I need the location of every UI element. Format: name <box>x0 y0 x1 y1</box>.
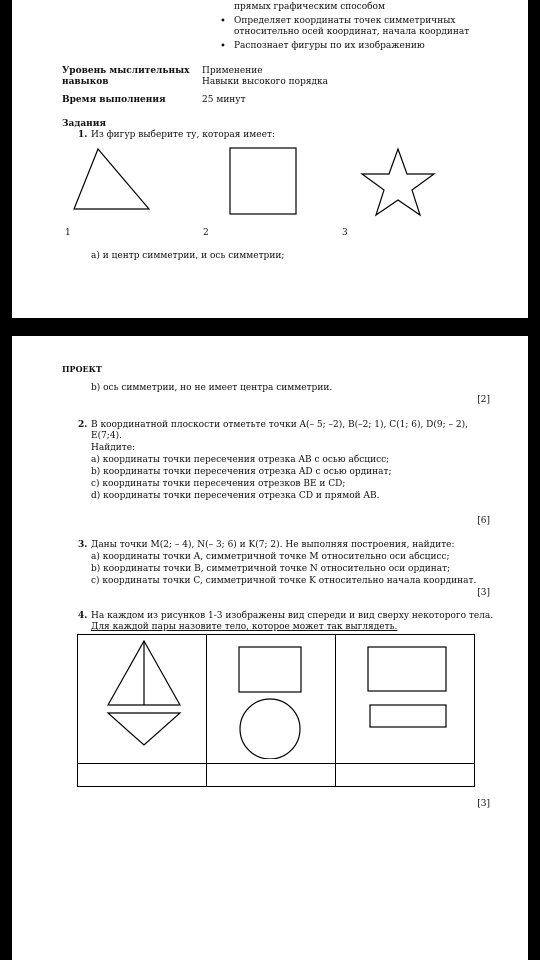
level-label: Уровень мыслительных <box>62 66 190 76</box>
task4-text: Для каждой пары назовите тело, которое может так выглядеть. <box>91 622 398 632</box>
prism-views-figure <box>336 635 464 759</box>
time-value: 25 минут <box>202 95 246 105</box>
bullet-continuation: относительно осей координат, начала координат <box>234 27 470 37</box>
document-page-1 <box>12 0 528 318</box>
score-mark: [3] <box>477 588 490 598</box>
cylinder-views-figure <box>207 635 335 759</box>
task1-text: Из фигур выберите ту, которая имеет: <box>91 130 275 140</box>
task1-option-b: b) ось симметрии, но не имеет центра симметрии. <box>91 383 333 393</box>
figure-cell-1 <box>78 635 207 764</box>
task3-text: Даны точки M(2; – 4), N(– 3; 6) и K(7; 2). Не выполняя построения, найдите: <box>91 540 455 550</box>
task-number: 2. <box>78 420 88 430</box>
square-figure <box>228 146 300 218</box>
time-label: Время выполнения <box>62 95 166 105</box>
views-table <box>77 634 475 787</box>
task2-text: В координатной плоскости отметьте точки A(– 5; –2), B(–2; 1), C(1; 6), D(9; – 2), <box>91 420 468 430</box>
task3-item: c) координаты точки C, симметричной точке K относительно начала координат. <box>91 576 477 586</box>
score-mark: [6] <box>477 516 490 526</box>
figure-cell-2 <box>207 635 336 764</box>
task3-item: a) координаты точки A, симметричной точке M относительно оси абсцисс; <box>91 552 450 562</box>
triangle-figure <box>72 146 152 212</box>
bullet-item: • Распознает фигуры по их изображению <box>234 41 425 52</box>
figure-label: 1 <box>65 228 71 238</box>
figure-label: 3 <box>342 228 348 238</box>
document-page-2 <box>12 336 528 960</box>
task2-text: E(7;4). <box>91 431 122 441</box>
task2-item: a) координаты точки пересечения отрезка AB с осью абсцисс; <box>91 455 390 465</box>
score-mark: [2] <box>477 395 490 405</box>
answer-cell[interactable] <box>207 764 336 787</box>
answer-cell[interactable] <box>78 764 207 787</box>
level-label: навыков <box>62 77 109 87</box>
star-figure <box>350 146 446 220</box>
score-mark: [3] <box>477 799 490 809</box>
bullet-continuation: прямых графическим способом <box>234 2 385 12</box>
task2-find: Найдите: <box>91 443 136 453</box>
figure-cell-3 <box>336 635 475 764</box>
task1-option-a: а) и центр симметрии, и ось симметрии; <box>91 251 285 261</box>
task2-item: d) координаты точки пересечения отрезка CD и прямой AB. <box>91 491 380 501</box>
task-number: 1. <box>78 130 88 140</box>
figure-label: 2 <box>203 228 209 238</box>
answer-cell[interactable] <box>336 764 475 787</box>
task-number: 4. <box>78 611 88 621</box>
task-number: 3. <box>78 540 88 550</box>
tasks-heading: Задания <box>62 119 107 129</box>
cone-views-figure <box>78 635 206 759</box>
level-value: Применение <box>202 66 263 76</box>
task2-item: c) координаты точки пересечения отрезков BE и CD; <box>91 479 346 489</box>
bullet-item: • Определяет координаты точек симметричных <box>234 16 455 27</box>
task2-item: b) координаты точки пересечения отрезка AD с осью ординат; <box>91 467 392 477</box>
task4-text: На каждом из рисунков 1-3 изображены вид спереди и вид сверху некоторого тела. <box>91 611 494 621</box>
page-header: ПРОЕКТ <box>62 364 102 374</box>
task3-item: b) координаты точки B, симметричной точке N относительно оси ординат; <box>91 564 451 574</box>
level-value: Навыки высокого порядка <box>202 77 329 87</box>
